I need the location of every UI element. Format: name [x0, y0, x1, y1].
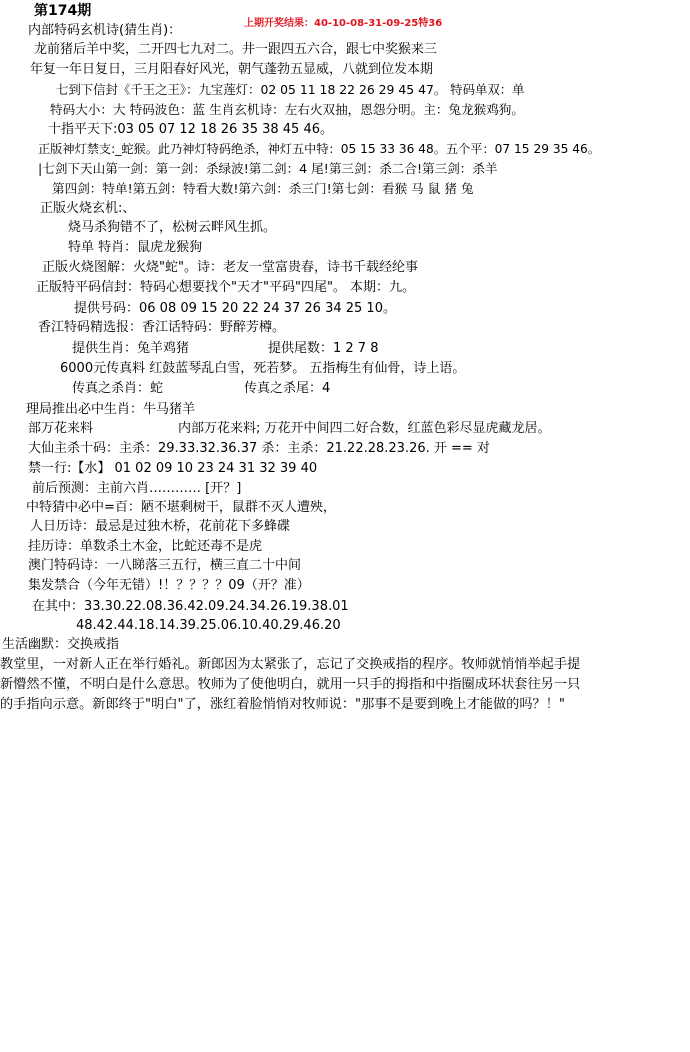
line-fire-diagram: 正版火烧图解：火烧"蛇"。诗：老友一堂富贵春，诗书千载经纶事: [42, 260, 418, 275]
line-must-win: 理局推出必中生肖：牛马猪羊: [26, 402, 196, 417]
line-macau: 澳门特码诗：一八睇落三五行，横三直二十中间: [28, 558, 302, 573]
line-fire-header: 正版火烧玄机:、: [40, 201, 136, 216]
line-special: 特单 特肖：鼠虎龙猴狗: [68, 240, 203, 255]
line-forbidden: 禁一行:【水】 01 02 09 10 23 24 31 32 39 40: [28, 461, 318, 476]
line-calendar-poem: 人日历诗：最忌是过独木桥，花前花下多蜂碟: [30, 519, 291, 534]
line-flat-envelope: 正版特平码信封：特码心想要找个"天才"平码"四尾"。 本期：九。: [36, 280, 416, 295]
line-tails: 提供尾数：1 2 7 8: [268, 341, 379, 356]
line-swords-1: |七剑下天山第一剑：第一剑：杀绿波!第二剑：4 尾!第三剑：杀二合!第三剑：杀羊: [38, 161, 498, 176]
line-daxian: 大仙主杀十码：主杀：29.33.32.36.37 杀：主杀：21.22.28.23.26. 开 == 对: [28, 441, 490, 456]
line-fire-poem: 烧马杀狗错不了，松树云畔风生抓。: [68, 220, 277, 235]
line-joke-2: 新懵然不懂，不明白是什么意思。牧师为了使他明白，就用一只手的拇指和中指圈成环状套往另一只: [0, 677, 581, 692]
line-numbers: 提供号码：06 08 09 15 20 22 24 37 26 34 25 10。: [74, 301, 396, 316]
line-xiangjiang: 香江特码精选报：香江话特码：野醉芳樽。: [38, 320, 286, 335]
line-fax-kill-tail: 传真之杀尾：4: [244, 381, 331, 396]
line-envelope: 七到下信封《千王之王》：九宝莲灯：02 05 11 18 22 26 29 45 47。 特码单双：单: [56, 82, 525, 97]
line-poem-1: 龙前猪后羊中奖，二开四七九对二。井一跟四五六合，跟七中奖猴来三: [34, 42, 438, 57]
result-banner: 上期开奖结果：40-10-08-31-09-25特36: [244, 18, 443, 29]
line-wanhua: 内部万花来料; 万花开中间四二好合数，红蓝色彩尽显虎藏龙居。: [178, 421, 551, 436]
line-joke-3: 的手指向示意。新郎终于"明白"了，涨红着脸悄悄对牧师说："那事不是要到晚上才能做的吗？！": [0, 697, 565, 712]
line-poem-2: 年复一年日复日，三月阳春好风光，朝气蓬勃五显威，八就到位发本期: [30, 62, 434, 77]
line-humor-title: 生活幽默：交换戒指: [2, 637, 120, 652]
line-collection: 集发禁合（今年无错）!！？？？？09（开？准）: [28, 578, 310, 593]
line-hanging-calendar: 挂历诗：单数杀土木金，比蛇还毒不是虎: [28, 539, 263, 554]
line-zodiac: 提供生肖：兔羊鸡猪: [72, 341, 190, 356]
line-among-1: 在其中：33.30.22.08.36.42.09.24.34.26.19.38.01: [32, 599, 349, 614]
line-lamp: 正版神灯禁支:_蛇猴。此乃神灯特码绝杀，神灯五中特：05 15 33 36 48。五个平：07 15 29 35 46。: [38, 142, 600, 156]
line-joke-1: 教堂里，一对新人正在举行婚礼。新郎因为太紧张了，忘记了交换戒指的程序。牧师就悄悄举起手提: [0, 657, 581, 672]
line-ten-fingers: 十指平天下:03 05 07 12 18 26 35 38 45 46。: [48, 122, 333, 137]
line-fax-kill-zodiac: 传真之杀肖：蛇: [72, 381, 164, 396]
line-prediction: 前后预测：主前六肖………… [开？]: [32, 481, 242, 496]
issue-title: 第174期: [34, 3, 92, 19]
line-swords-2: 第四剑：特单!第五剑：特看大数!第六剑：杀三门!第七剑：看猴 马 鼠 猪 兔: [52, 181, 474, 196]
line-fax-material: 6000元传真料 红鼓蓝琴乱白雪，死若梦。 五指梅生有仙骨，诗上语。: [60, 361, 466, 376]
line-among-2: 48.42.44.18.14.39.25.06.10.40.29.46.20: [76, 618, 341, 633]
line-size-color: 特码大小：大 特码波色：蓝 生肖玄机诗：左右火双抽，恩怨分明。主：兔龙猴鸡狗。: [50, 102, 524, 117]
line-poem-header: 内部特码玄机诗(猜生肖)：: [28, 23, 182, 38]
line-wanhua-label: 部万花来料: [28, 421, 94, 436]
line-hit: 中特猜中必中=百：陋不堪剩树干，鼠群不灭人遭殃，: [26, 500, 336, 515]
